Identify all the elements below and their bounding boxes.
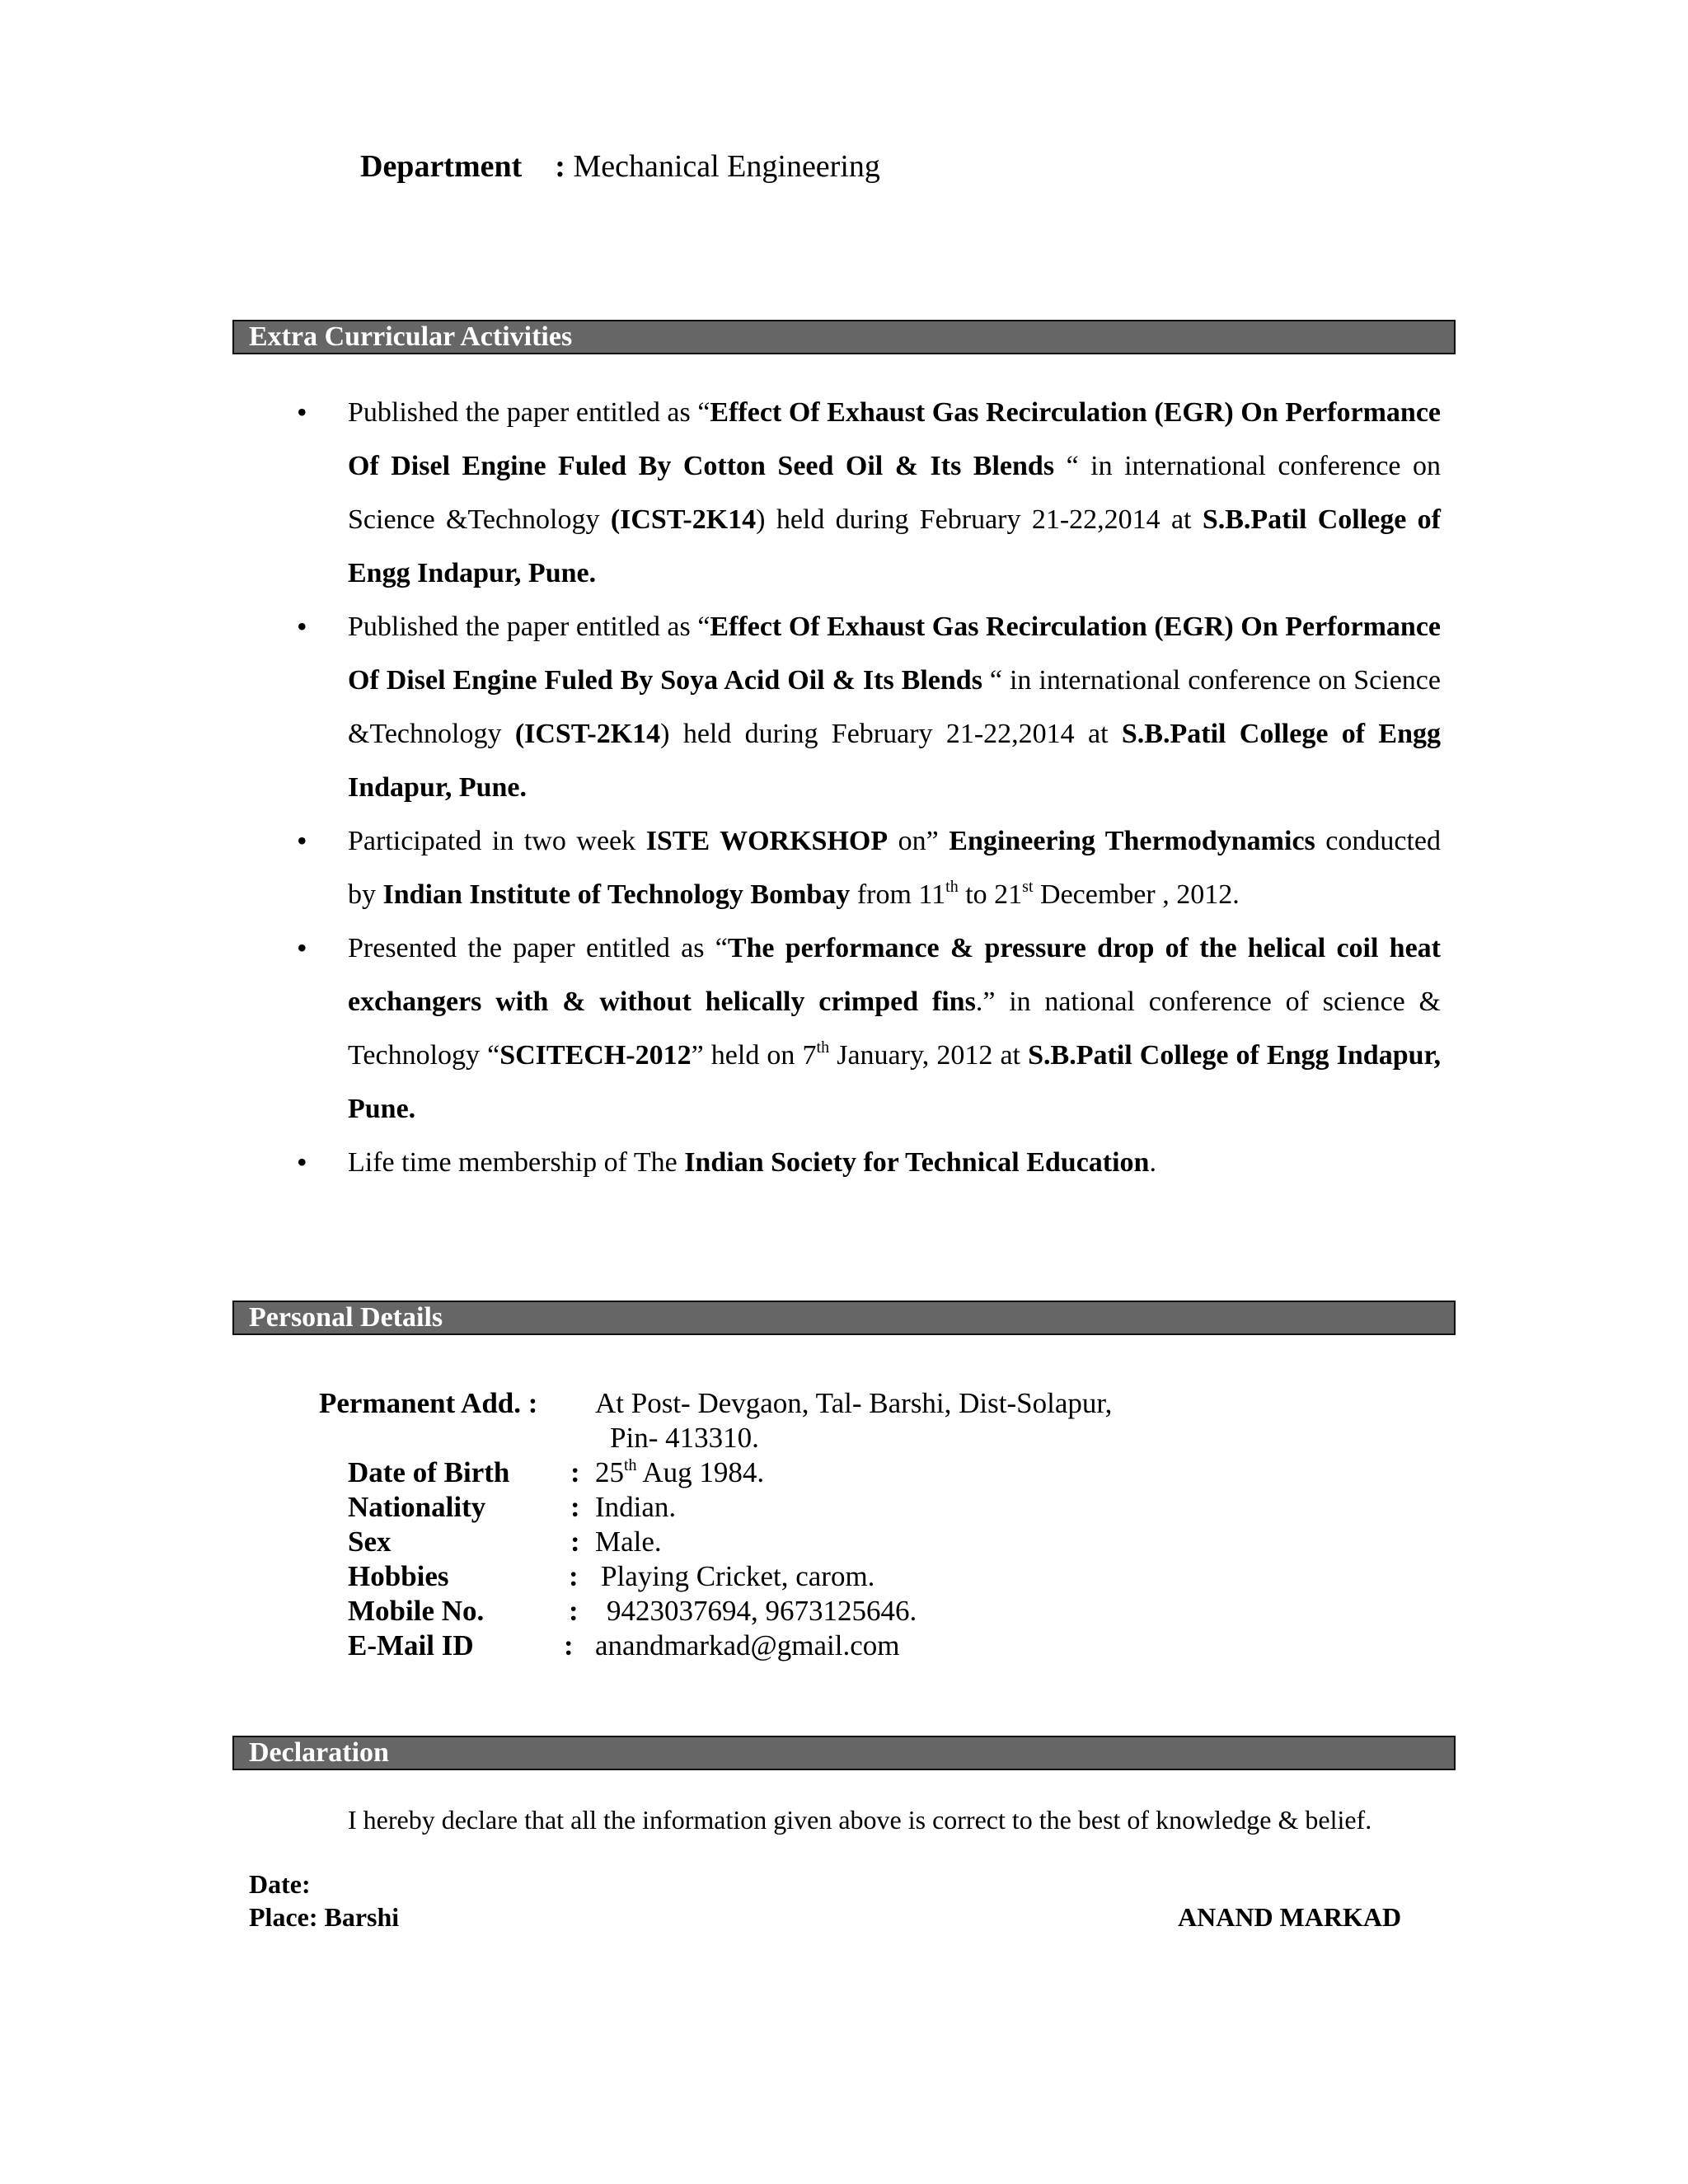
mobile-colon: : bbox=[569, 1595, 579, 1627]
activity-text: Published the paper entitled as “ bbox=[348, 612, 710, 642]
email-label: E-Mail ID bbox=[348, 1629, 474, 1661]
activity-text: from 11 bbox=[850, 879, 946, 910]
hobbies-colon: : bbox=[569, 1560, 579, 1592]
place-label: Place: Barshi bbox=[249, 1902, 400, 1932]
paper-title: The performance & pressure drop of the helical coil heat exchangers with & without helically crimped fins bbox=[348, 933, 1441, 1017]
dob-value bbox=[595, 1455, 764, 1490]
signature-name: ANAND MARKAD bbox=[1178, 1902, 1402, 1932]
sex-label: Sex bbox=[348, 1526, 392, 1558]
mobile-label: Mobile No. bbox=[348, 1595, 485, 1627]
dob-rest: Aug 1984. bbox=[636, 1456, 765, 1488]
conference-code: SCITECH-2012 bbox=[499, 1040, 692, 1071]
email-colon: : bbox=[564, 1629, 574, 1661]
paper-title: Effect Of Exhaust Gas Recirculation (EGR) On Performance Of Disel Engine Fuled By Soya Acid Oil & Its Blends bbox=[348, 612, 1441, 696]
workshop-topic: Engineering Thermodynamics bbox=[949, 826, 1315, 856]
nationality-label: Nationality bbox=[348, 1491, 486, 1523]
nationality-colon: : bbox=[570, 1491, 580, 1523]
dob-colon: : bbox=[570, 1456, 580, 1488]
section-header-declaration: Declaration bbox=[232, 1736, 1456, 1770]
society-name: Indian Society for Technical Education bbox=[684, 1147, 1150, 1178]
activity-text: Published the paper entitled as “ bbox=[348, 397, 710, 428]
address-line1: At Post- Devgaon, Tal- Barshi, Dist-Solapur, bbox=[595, 1387, 1113, 1419]
section-header-activities: Extra Curricular Activities bbox=[232, 320, 1456, 354]
activity-text: “ in international conference on Science &Technology bbox=[348, 665, 1441, 749]
email-value: anandmarkad@gmail.com bbox=[595, 1629, 900, 1661]
section-header-personal: Personal Details bbox=[232, 1301, 1456, 1335]
conference-code: (ICST-2K14 bbox=[514, 719, 661, 749]
paper-title: Effect Of Exhaust Gas Recirculation (EGR) On Performance Of Disel Engine Fuled By Cotton Seed Oil & Its Blends bbox=[348, 397, 1441, 481]
activity-text: to 21 bbox=[958, 879, 1023, 910]
activity-text: Participated in two week bbox=[348, 826, 646, 856]
activity-text: on” bbox=[888, 826, 950, 856]
ordinal-suffix: th bbox=[624, 1456, 637, 1474]
dob-label: Date of Birth bbox=[348, 1456, 510, 1488]
activity-text: Life time membership of The bbox=[348, 1147, 685, 1178]
college-name: S.B.Patil College of Engg Indapur, Pune. bbox=[348, 719, 1442, 803]
college-name: S.B.Patil College of Engg Indapur, Pune. bbox=[348, 1040, 1441, 1124]
activity-text: ” held on 7 bbox=[691, 1040, 817, 1071]
department-colon: : bbox=[555, 149, 565, 184]
activity-text: .” in national conference of science & Technology “ bbox=[348, 987, 1442, 1071]
address-line2: Pin- 413310. bbox=[610, 1422, 759, 1454]
conference-code: (ICST-2K14 bbox=[610, 504, 757, 535]
activity-text: January, 2012 at bbox=[829, 1040, 1029, 1071]
activity-text: ) held during February 21-22,2014 at bbox=[756, 504, 1203, 535]
department-label: Department bbox=[360, 149, 523, 184]
college-name: S.B.Patil College of Engg Indapur, Pune. bbox=[348, 504, 1441, 588]
workshop-name: ISTE WORKSHOP bbox=[645, 826, 889, 856]
activity-text: “ in international conference on Science &Technology bbox=[348, 451, 1441, 535]
activity-text: ) held during February 21-22,2014 at bbox=[660, 719, 1122, 749]
institute-name: Indian Institute of Technology Bombay bbox=[382, 879, 851, 910]
department-value: Mechanical Engineering bbox=[573, 149, 880, 184]
sex-colon: : bbox=[570, 1526, 580, 1558]
activity-text: Presented the paper entitled as “ bbox=[348, 933, 728, 963]
address-label: Permanent Add. : bbox=[319, 1387, 538, 1419]
ordinal-suffix: st bbox=[1022, 878, 1034, 896]
activity-text: . bbox=[1149, 1147, 1156, 1178]
ordinal-suffix: th bbox=[816, 1038, 830, 1057]
declaration-text: I hereby declare that all the information given above is correct to the best of knowledge & belief. bbox=[348, 1805, 1372, 1835]
activity-text: December , 2012. bbox=[1033, 879, 1240, 910]
hobbies-label: Hobbies bbox=[348, 1560, 449, 1592]
dob-day: 25 bbox=[595, 1456, 624, 1488]
mobile-value: 9423037694, 9673125646. bbox=[607, 1595, 917, 1627]
activity-text: conducted by bbox=[348, 826, 1442, 910]
nationality-value: Indian. bbox=[595, 1491, 677, 1523]
sex-value: Male. bbox=[595, 1526, 662, 1558]
date-label: Date: bbox=[249, 1869, 311, 1899]
hobbies-value: Playing Cricket, carom. bbox=[601, 1560, 875, 1592]
ordinal-suffix: th bbox=[945, 878, 959, 896]
